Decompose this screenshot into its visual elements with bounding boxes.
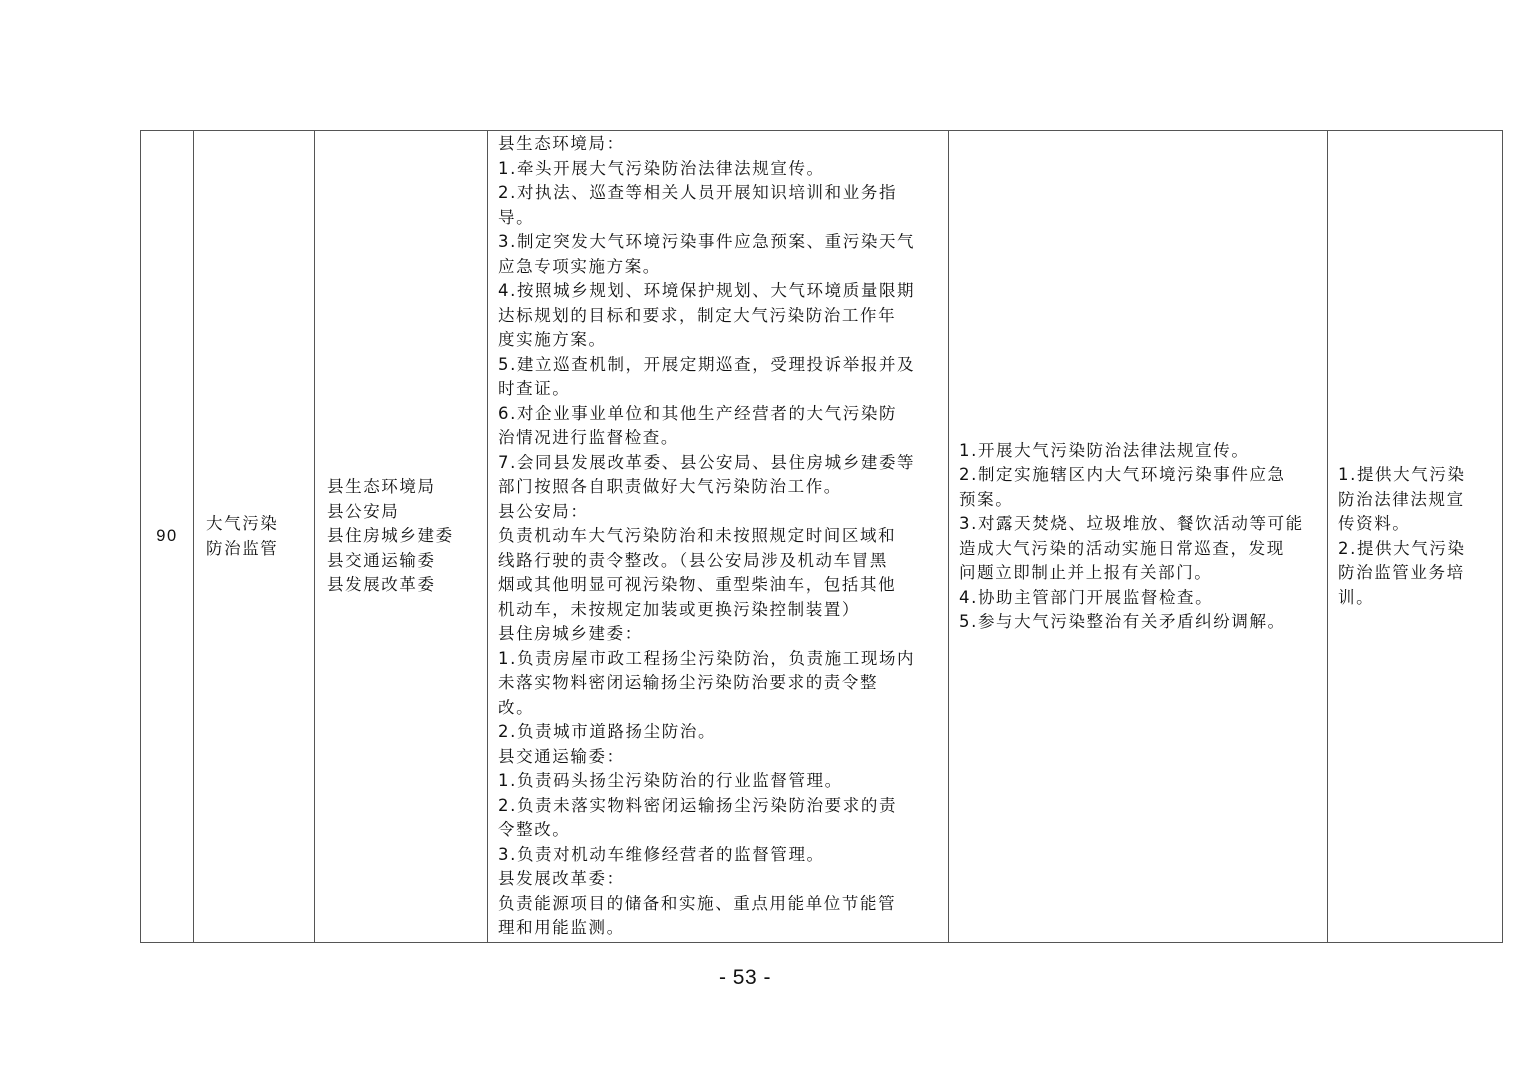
- duty-line: 1.牵头开展大气污染防治法律法规宣传。: [498, 158, 825, 178]
- support-line: 2.提供大气污染: [1338, 538, 1466, 558]
- duty-line: 未落实物料密闭运输扬尘污染防治要求的责令整: [498, 673, 879, 692]
- department-name: 县交通运输委: [327, 550, 436, 570]
- duty-line: 线路行驶的责令整改。（县公安局涉及机动车冒黑: [498, 550, 888, 570]
- duty-line: 2.负责未落实物料密闭运输扬尘污染防治要求的责: [498, 795, 898, 815]
- duty-line: 县公安局：: [498, 501, 589, 521]
- item-line: 大气污染: [206, 514, 279, 533]
- town-duty-line: 造成大气污染的活动实施日常巡查，发现: [959, 538, 1285, 558]
- duty-line: 1.负责房屋市政工程扬尘污染防治，负责施工现场内: [498, 648, 916, 668]
- town-duties-cell: [949, 131, 1328, 943]
- support-cell: [1328, 131, 1503, 943]
- item-line: 防治监管: [206, 538, 279, 558]
- duty-line: 应急专项实施方案。: [498, 256, 661, 276]
- departments-cell: [315, 131, 488, 943]
- duty-line: 县住房城乡建委：: [498, 624, 643, 643]
- row-number-cell: 90: [141, 131, 194, 943]
- town-duty-line: 问题立即制止并上报有关部门。: [959, 563, 1213, 582]
- department-name: 县公安局: [327, 501, 400, 521]
- duty-line: 部门按照各自职责做好大气污染防治工作。: [498, 477, 842, 496]
- duty-line: 负责机动车大气污染防治和未按照规定时间区域和: [498, 526, 897, 545]
- duty-line: 理和用能监测。: [498, 918, 625, 937]
- table-row: [141, 131, 1503, 943]
- duty-line: 1.负责码头扬尘污染防治的行业监督管理。: [498, 771, 843, 790]
- duty-line: 2.负责城市道路扬尘防治。: [498, 722, 717, 741]
- support-line: 训。: [1338, 587, 1375, 607]
- duty-line: 2.对执法、巡查等相关人员开展知识培训和业务指: [498, 183, 898, 202]
- duty-line: 负责能源项目的储备和实施、重点用能单位节能管: [498, 893, 897, 913]
- town-duty-line: 5.参与大气污染整治有关矛盾纠纷调解。: [959, 612, 1286, 631]
- item-cell: [194, 131, 315, 943]
- duty-line: 机动车，未按规定加装或更换污染控制装置）: [498, 599, 860, 619]
- department-name: 县发展改革委: [327, 575, 436, 595]
- duty-line: 县发展改革委：: [498, 869, 625, 888]
- duty-line: 5.建立巡查机制，开展定期巡查，受理投诉举报并及: [498, 354, 916, 374]
- duty-table: [140, 130, 1503, 943]
- support-line: 传资料。: [1338, 514, 1411, 533]
- duty-line: 令整改。: [498, 820, 571, 839]
- town-duty-line: 预案。: [959, 489, 1014, 509]
- duty-line: 县生态环境局：: [498, 134, 625, 153]
- support-line: 防治法律法规宣: [1338, 489, 1465, 509]
- duty-line: 时查证。: [498, 379, 571, 398]
- duty-line: 治情况进行监督检查。: [498, 428, 679, 447]
- duty-line: 烟或其他明显可视污染物、重型柴油车，包括其他: [498, 575, 897, 594]
- page-number: - 53 -: [718, 966, 771, 989]
- duty-line: 改。: [498, 697, 535, 717]
- duty-line: 县交通运输委：: [498, 746, 625, 766]
- duty-line: 4.按照城乡规划、环境保护规划、大气环境质量限期: [498, 281, 916, 300]
- support-line: 防治监管业务培: [1338, 563, 1465, 582]
- department-duties-cell: [488, 131, 949, 943]
- department-name: 县住房城乡建委: [327, 526, 454, 546]
- duty-line: 6.对企业事业单位和其他生产经营者的大气污染防: [498, 403, 898, 423]
- duty-line: 导。: [498, 207, 535, 227]
- duty-line: 度实施方案。: [498, 330, 607, 349]
- duty-line: 7.会同县发展改革委、县公安局、县住房城乡建委等: [498, 452, 916, 472]
- department-name: 县生态环境局: [327, 477, 436, 497]
- town-duty-line: 4.协助主管部门开展监督检查。: [959, 587, 1214, 607]
- town-duty-line: 2.制定实施辖区内大气环境污染事件应急: [959, 465, 1286, 484]
- town-duty-line: 1.开展大气污染防治法律法规宣传。: [959, 440, 1250, 460]
- duty-line: 3.制定突发大气环境污染事件应急预案、重污染天气: [498, 232, 916, 251]
- duty-line: 达标规划的目标和要求，制定大气污染防治工作年: [498, 305, 897, 325]
- duty-line: 3.负责对机动车维修经营者的监督管理。: [498, 844, 825, 864]
- town-duty-line: 3.对露天焚烧、垃圾堆放、餐饮活动等可能: [959, 514, 1304, 533]
- support-line: 1.提供大气污染: [1338, 465, 1466, 484]
